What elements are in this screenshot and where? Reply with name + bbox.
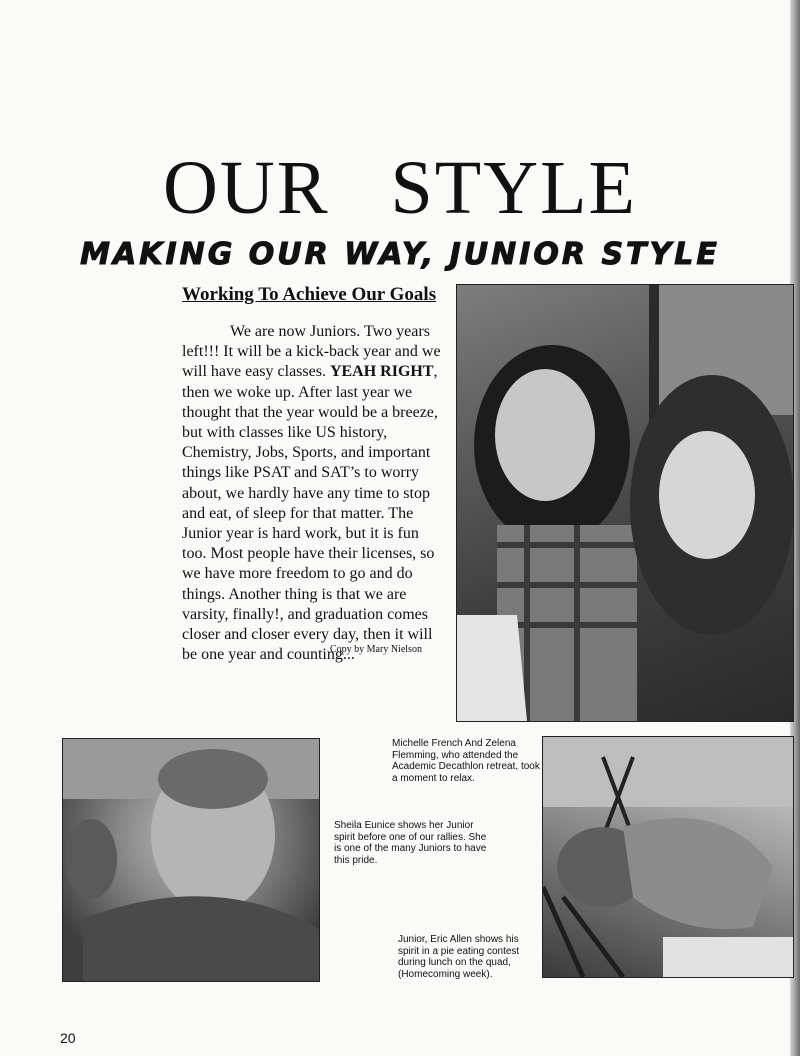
article-body	[182, 322, 444, 665]
page-number: 20	[60, 1030, 76, 1046]
caption-eric-allen: Junior, Eric Allen shows his spirit in a pie eating contest during lunch on the quad, (Homecoming week).	[398, 934, 520, 980]
page-subtitle: MAKING OUR WAY, JUNIOR STYLE	[80, 237, 720, 272]
article-heading: Working To Achieve Our Goals	[182, 284, 437, 305]
photo-eric-allen-art	[543, 737, 793, 977]
photo-eric-allen	[542, 736, 794, 978]
photo-michelle-zelena-art	[457, 285, 793, 721]
article-body-part2: , then we woke up. After last year we thought that the year would be a breeze, but with classes like US history, Chemistry, Jobs, Sports, and important things like PSAT and SAT’s to worry about, we hardly have any time to stop and eat, of sleep for that matter. The Junior year is hard work, but it is fun too. Most people have their licenses, so we have more freedom to go and do things. Another thing is that we are varsity, finally!, and graduation comes closer and closer every day, then it will be one year and counting...	[182, 363, 438, 664]
caption-sheila-eunice: Sheila Eunice shows her Junior spirit before one of our rallies. She is one of the many Juniors to have this pride.	[334, 820, 487, 866]
photo-sheila-eunice	[62, 738, 320, 982]
photo-sheila-eunice-art	[63, 739, 319, 981]
page-title: OUR STYLE	[163, 146, 637, 230]
copy-credit: Copy by Mary Nielson	[330, 644, 422, 655]
caption-michelle-zelena: Michelle French And Zelena Flemming, who attended the Academic Decathlon retreat, took a moment to relax.	[392, 738, 540, 784]
article-body-part1: We are now Juniors. Two years left!!! It will be a kick-back year and we will have easy classes.	[182, 323, 441, 381]
article-body-emphasis: YEAH RIGHT	[329, 363, 434, 381]
photo-michelle-zelena	[456, 284, 794, 722]
